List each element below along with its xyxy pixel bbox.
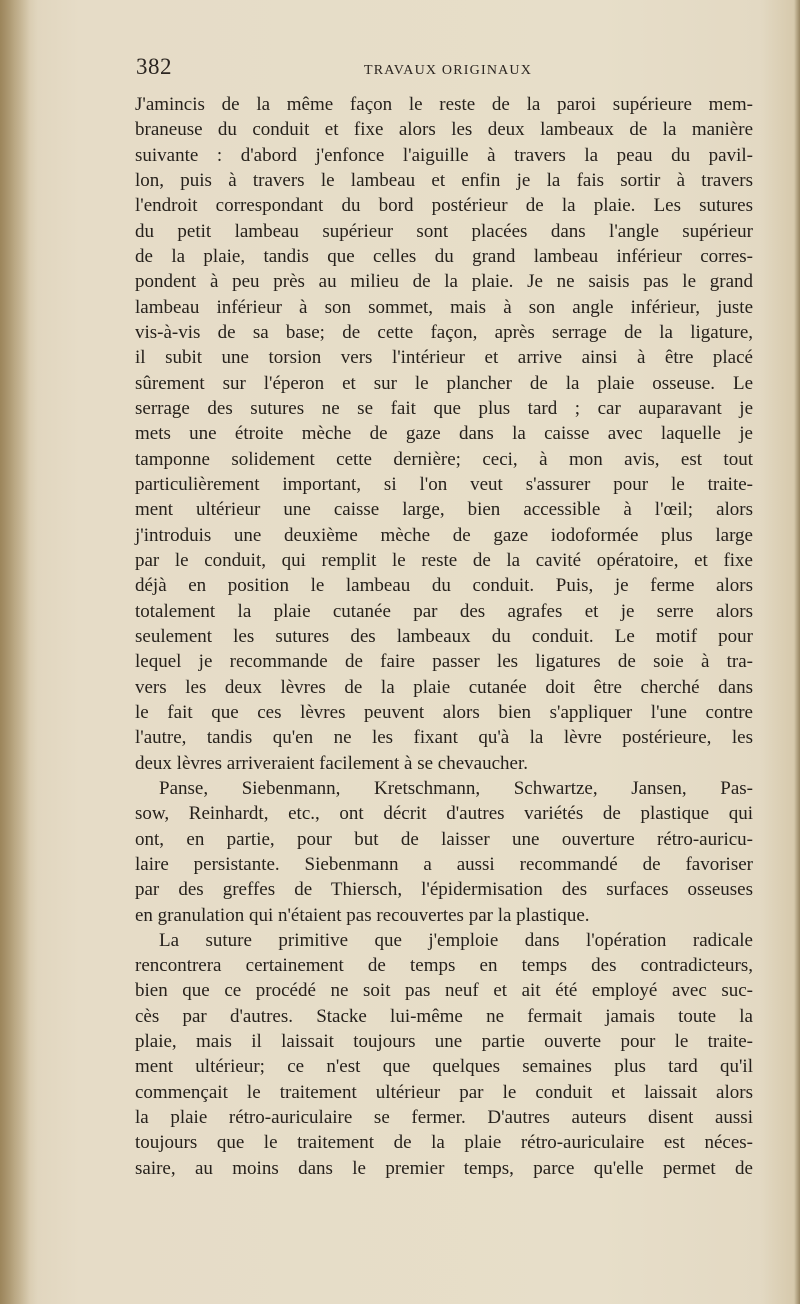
text-line: par le conduit, qui remplit le reste de la cavité opératoire, et fixe — [135, 549, 753, 571]
page-edge — [794, 0, 800, 1304]
text-line: plaie, mais il laissait toujours une partie ouverte pour le traite- — [135, 1031, 753, 1053]
text-line: ont, en partie, pour but de laisser une ouverture rétro-auricu- — [135, 828, 753, 850]
text-line: lambeau inférieur à son sommet, mais à son angle inférieur, juste — [135, 296, 753, 318]
text-line: commençait le traitement ultérieur par le conduit et laissait alors — [135, 1081, 753, 1103]
text-line: tamponne solidement cette dernière; ceci, à mon avis, est tout — [135, 448, 753, 470]
text-line: l'endroit correspondant du bord postérieur de la plaie. Les sutures — [135, 195, 753, 217]
text-line: Panse, Siebenmann, Kretschmann, Schwartze, Jansen, Pas- — [159, 777, 753, 799]
text-line: la plaie rétro-auriculaire se fermer. D'autres auteurs disent aussi — [135, 1107, 753, 1129]
text-line: suivante : d'abord j'enfonce l'aiguille à travers la peau du pavil- — [135, 144, 753, 166]
text-line: j'introduis une deuxième mèche de gaze iodoformée plus large — [135, 524, 753, 546]
text-line: lon, puis à travers le lambeau et enfin je la fais sortir à travers — [135, 169, 753, 191]
text-line: en granulation qui n'étaient pas recouvertes par la plastique. — [135, 904, 590, 926]
text-line: J'amincis de la même façon le reste de la paroi supérieure mem- — [135, 94, 753, 115]
text-line: vers les deux lèvres de la plaie cutanée doit être cherché dans — [135, 676, 753, 698]
text-line: mets une étroite mèche de gaze dans la caisse avec laquelle je — [135, 423, 753, 445]
page-header — [136, 54, 756, 88]
text-line: cès par d'autres. Stacke lui-même ne fermait jamais toute la — [135, 1005, 753, 1027]
text-line: seulement les sutures des lambeaux du conduit. Le motif pour — [135, 625, 753, 647]
text-line: le fait que ces lèvres peuvent alors bien s'appliquer l'une contre — [135, 701, 753, 723]
text-line: il subit une torsion vers l'intérieur et arrive ainsi à être placé — [135, 347, 753, 369]
text-line: lequel je recommande de faire passer les ligatures de soie à tra- — [135, 651, 753, 673]
text-line: rencontrera certainement de temps en temps des contradicteurs, — [135, 955, 753, 977]
text-line: l'autre, tandis qu'en ne les fixant qu'à la lèvre postérieure, les — [135, 727, 753, 749]
text-line: laire persistante. Siebenmann a aussi recommandé de favoriser — [135, 853, 753, 875]
text-line: du petit lambeau supérieur sont placées dans l'angle supérieur — [135, 220, 753, 242]
text-line: pondent à peu près au milieu de la plaie. Je ne saisis pas le grand — [135, 271, 753, 293]
text-line: bien que ce procédé ne soit pas neuf et ait été employé avec suc- — [135, 980, 753, 1002]
running-head: TRAVAUX ORIGINAUX — [364, 63, 533, 78]
text-line: déjà en position le lambeau du conduit. Puis, je ferme alors — [135, 575, 753, 597]
body-text — [135, 92, 753, 1181]
spine-shadow — [0, 0, 30, 1304]
text-line: ment ultérieur une caisse large, bien accessible à l'œil; alors — [135, 499, 753, 521]
text-line: particulièrement important, si l'on veut s'assurer pour le traite- — [135, 473, 753, 495]
text-line: deux lèvres arriveraient facilement à se chevaucher. — [135, 752, 528, 774]
text-line: La suture primitive que j'emploie dans l'opération radicale — [159, 929, 753, 951]
text-line: par des greffes de Thiersch, l'épidermisation des surfaces osseuses — [135, 879, 753, 901]
text-line: saire, au moins dans le premier temps, parce qu'elle permet de — [135, 1157, 753, 1179]
text-line: ment ultérieur; ce n'est que quelques semaines plus tard qu'il — [135, 1056, 753, 1078]
text-line: braneuse du conduit et fixe alors les deux lambeaux de la manière — [135, 119, 753, 141]
text-line: sûrement sur l'éperon et sur le plancher de la plaie osseuse. Le — [135, 372, 753, 394]
text-line: serrage des sutures ne se fait que plus tard ; car auparavant je — [135, 397, 753, 419]
text-line: vis-à-vis de sa base; de cette façon, après serrage de la ligature, — [135, 321, 753, 343]
text-line: totalement la plaie cutanée par des agrafes et je serre alors — [135, 600, 753, 622]
page-number: 382 — [136, 54, 172, 79]
text-line: toujours que le traitement de la plaie rétro-auriculaire est néces- — [135, 1132, 753, 1154]
text-line: sow, Reinhardt, etc., ont décrit d'autres variétés de plastique qui — [135, 803, 753, 825]
text-line: de la plaie, tandis que celles du grand lambeau inférieur corres- — [135, 245, 753, 267]
